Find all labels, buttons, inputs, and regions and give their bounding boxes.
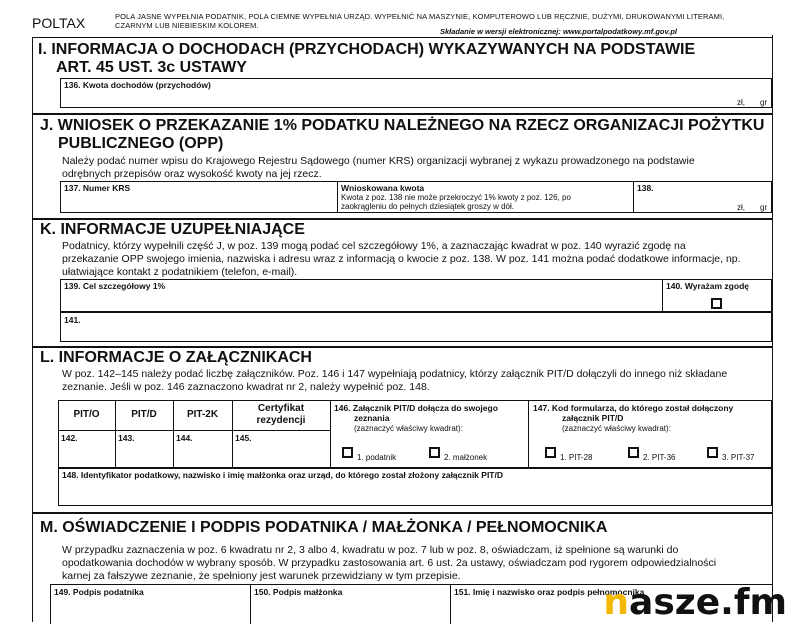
frame-top [32, 37, 772, 38]
consent-checkbox[interactable] [711, 298, 722, 309]
frame-left [32, 37, 33, 622]
section-j-title-line2: PUBLICZNEGO (OPP) [58, 135, 224, 152]
section-j-desc-line2: odrębnych przepisów oraz wysokość kwoty na jej rzecz. [62, 168, 322, 180]
checkbox-146-spouse[interactable] [429, 447, 440, 458]
requested-amount-note-line1: Kwota z poz. 138 nie może przekroczyć 1% kwoty z poz. 126, po [341, 193, 571, 202]
section-l-desc-line2: zeznanie. Jeśli w poz. 146 zaznaczono kwadrat nr 2, należy wypełnić poz. 148. [62, 381, 430, 393]
form-code: POLTAX [32, 15, 86, 31]
field-138-input[interactable] [634, 182, 771, 212]
field-139-label: 139. Cel szczegółowy 1% [64, 281, 166, 291]
field-136-label: 136. Kwota dochodów (przychodów) [64, 80, 211, 90]
frame-right [772, 35, 773, 622]
section-k-desc-line3: ułatwiające kontakt z podatnikiem (telefon, e-mail). [62, 266, 298, 278]
section-divider-k-l [32, 346, 772, 348]
section-j-desc-line1: Należy podać numer wpisu do Krajowego Rejestru Sądowego (numer KRS) organizacji wybranej z wykazu prowadzonego na podstawie [62, 155, 695, 167]
field-136-zl: zł, [737, 98, 745, 107]
col-cert-line2: rezydencji [256, 415, 306, 426]
section-i-title-line1: I. INFORMACJA O DOCHODACH (PRZYCHODACH) WYKAZYWANYCH NA PODSTAWIE [38, 41, 696, 58]
checkbox-147-pit37[interactable] [707, 447, 718, 458]
section-divider-j-k [32, 218, 772, 220]
section-m-desc-line1: W przypadku zaznaczenia w poz. 6 kwadratu nr 2, 3 albo 4, kwadratu w poz. 7 lub w poz. 8, oświadczam, iż spełnione są warunki do [62, 544, 679, 556]
checkbox-147-pit28[interactable] [545, 447, 556, 458]
field-146-label-line1: 146. Załącznik PIT/D dołącza do swojego [334, 403, 498, 413]
checkbox-146-taxpayer[interactable] [342, 447, 353, 458]
col-divider-5 [528, 400, 529, 468]
checkbox-147-pit36[interactable] [628, 447, 639, 458]
requested-amount-note-line2: zaokrągleniu do pełnych dziesiątek groszy w dół. [341, 202, 514, 211]
divider-140 [662, 279, 663, 312]
requested-amount-label: Wnioskowana kwota [341, 183, 425, 193]
electronic-submission-note: Składanie w wersji elektronicznej: www.portalpodatkowy.mf.gov.pl [440, 27, 677, 36]
field-142-label: 142. [61, 433, 78, 443]
option-146-taxpayer: 1. podatnik [357, 453, 397, 462]
col-pitd: PIT/D [131, 409, 157, 420]
section-divider-i-j [32, 113, 772, 115]
section-m-desc-line2: opodatkowania dochodów w wybrany sposób. W przypadku zastosowania art. 6 ust. 2a ustawy, oświadczam pod rygorem odpowiedzialności [62, 557, 717, 569]
field-141-input[interactable] [60, 312, 772, 342]
field-138-label: 138. [637, 183, 654, 193]
section-m-desc-line3: karnej za fałszywe zeznanie, że spełniony jest warunek przewidziany w tym przepisie. [62, 570, 461, 582]
section-i-title-line2: ART. 45 UST. 3c USTAWY [56, 59, 247, 76]
logo-letter-n: n [603, 582, 630, 623]
section-m-title: M. OŚWIADCZENIE I PODPIS PODATNIKA / MAŁŻONKA / PEŁNOMOCNIKA [40, 519, 608, 536]
field-146-label-line3: (zaznaczyć właściwy kwadrat): [354, 424, 463, 433]
field-145-label: 145. [235, 433, 252, 443]
section-k-desc-line2: przekazanie OPP swojego imienia, nazwiska i adresu wraz z informacją o kwocie z poz. 138. W poz. 141 można podać dodatkowe informacje, np. [62, 253, 741, 265]
field-143-label: 143. [118, 433, 135, 443]
col-pit2k: PIT-2K [186, 409, 219, 420]
option-147-pit37: 3. PIT-37 [722, 453, 755, 462]
section-k-title: K. INFORMACJE UZUPEŁNIAJĄCE [40, 221, 305, 238]
section-l-desc-line1: W poz. 142–145 należy podać liczbę załączników. Poz. 146 i 147 wypełniają podatnicy, którzy załącznik PIT/D dołączyli do innego niż składane [62, 368, 728, 380]
field-144-label: 144. [176, 433, 193, 443]
field-151-label: 151. Imię i nazwisko oraz podpis pełnomocnika [454, 587, 645, 597]
form-instructions: POLA JASNE WYPEŁNIA PODATNIK, POLA CIEMNE WYPEŁNIA URZĄD. WYPEŁNIĆ NA MASZYNIE, KOMPUTEROWO LUB RĘCZNIE, DUŻYMI, DRUKOWANYMI LITERAMI, CZARNYM LUB NIEBIESKIM KOLOREM. [115, 12, 725, 30]
col-pito: PIT/O [73, 409, 100, 420]
section-j-title-line1: J. WNIOSEK O PRZEKAZANIE 1% PODATKU NALEŻNEGO NA RZECZ ORGANIZACJI POŻYTKU [40, 117, 765, 134]
option-146-spouse: 2. małżonek [444, 453, 488, 462]
field-138-zl: zł, [737, 203, 745, 212]
divider-137 [337, 181, 338, 213]
col-divider-4 [330, 400, 331, 468]
option-147-pit36: 2. PIT-36 [643, 453, 676, 462]
field-136-gr: gr [760, 98, 768, 107]
section-l-title: L. INFORMACJE O ZAŁĄCZNIKACH [40, 349, 312, 366]
field-150-label: 150. Podpis małżonka [254, 587, 343, 597]
logo-fm: fm [733, 582, 787, 623]
field-148-label: 148. Identyfikator podatkowy, nazwisko i imię małżonka oraz urząd, do którego został złożony załącznik PIT/D [62, 470, 503, 480]
col-cert-line1: Certyfikat [257, 403, 305, 414]
field-147-label-line1: 147. Kod formularza, do którego został dołączony [533, 403, 734, 413]
field-147-label-line3: (zaznaczyć właściwy kwadrat): [562, 424, 671, 433]
field-146-label-line2: zeznania [354, 413, 390, 423]
section-divider-l-m [32, 512, 772, 514]
option-147-pit28: 1. PIT-28 [560, 453, 593, 462]
section-k-desc-line1: Podatnicy, którzy wypełnili część J, w poz. 139 mogą podać cel szczegółowy 1%, a zaznaczając kwadrat w poz. 140 wyrazić zgodę na [62, 240, 686, 252]
field-137-label: 137. Numer KRS [64, 183, 131, 193]
field-149-label: 149. Podpis podatnika [54, 587, 144, 597]
field-147-label-line2: załącznik PIT/D [562, 413, 624, 423]
field-138-gr: gr [760, 203, 768, 212]
logo-text: asze [629, 582, 721, 623]
watermark-logo [603, 582, 787, 623]
field-141-label: 141. [64, 315, 81, 325]
logo-dot: . [720, 582, 734, 623]
field-140-label: 140. Wyrażam zgodę [666, 281, 749, 291]
